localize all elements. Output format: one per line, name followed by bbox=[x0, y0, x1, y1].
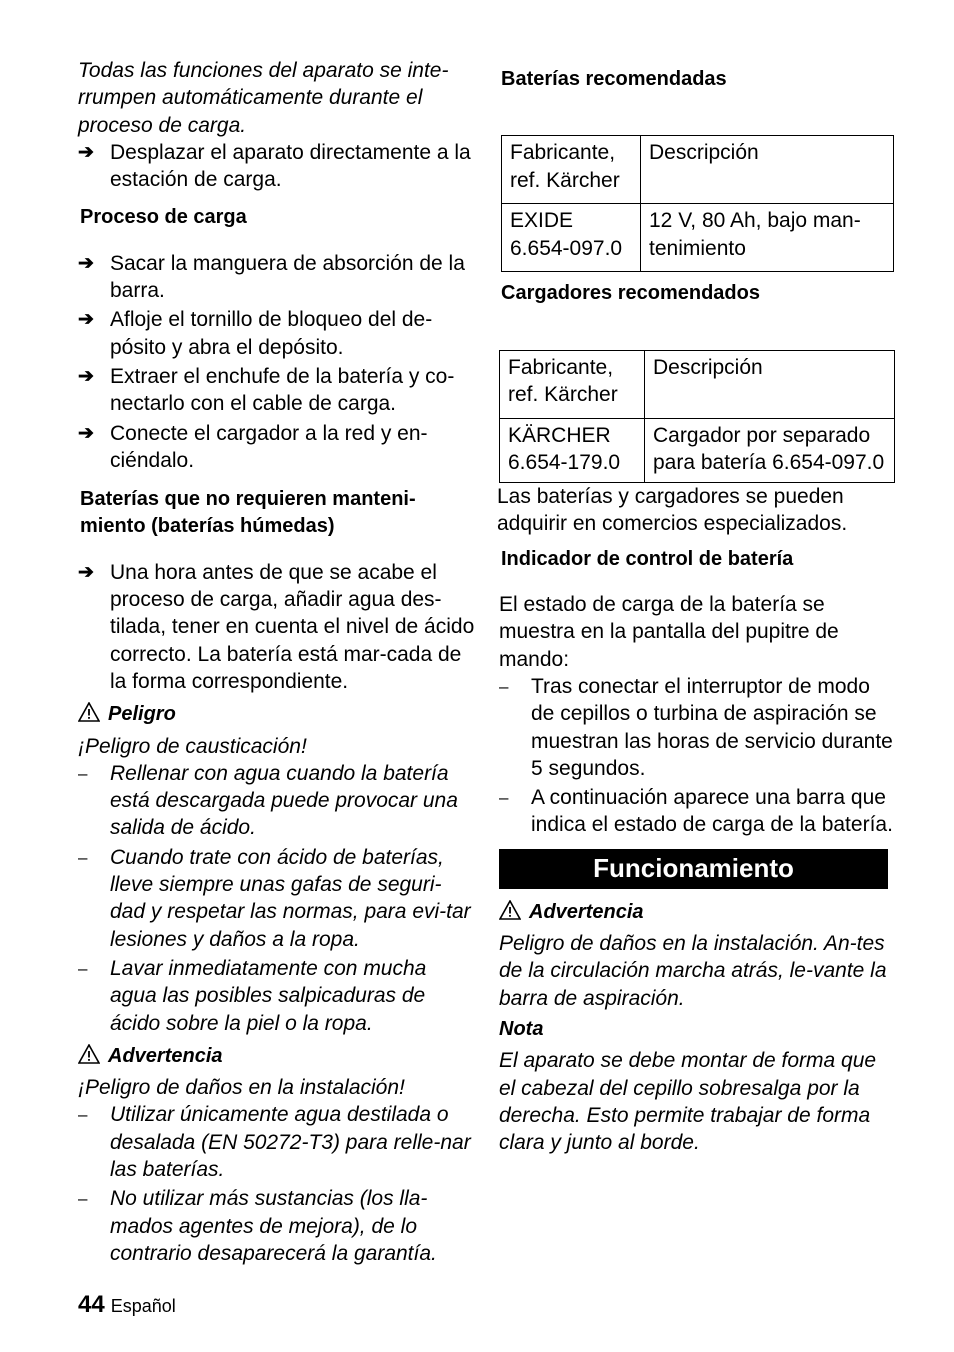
table-header-cell: Fabricante, ref. Kärcher bbox=[502, 136, 641, 204]
section-title-bar: Funcionamiento bbox=[499, 849, 888, 889]
step-text: Desplazar el aparato directamente a la estación de carga. bbox=[110, 140, 471, 192]
carg-rec-heading: Cargadores recomendados bbox=[501, 282, 760, 305]
peligro-subtitle: ¡Peligro de causticación! bbox=[78, 734, 307, 758]
arrow-right-icon: ➔ bbox=[78, 252, 94, 274]
advertencia-title bbox=[78, 1043, 476, 1070]
item-text: Tras conectar el interruptor de modo de cepillos o turbina de aspiración se muestran las horas de servicio durante 5 segundos. bbox=[531, 674, 893, 780]
item-text: A continuación aparece una barra que indica el estado de carga de la batería. bbox=[531, 786, 893, 837]
dash-marker: – bbox=[78, 763, 88, 783]
page-footer bbox=[78, 1291, 176, 1320]
advertencia-item bbox=[78, 1101, 476, 1183]
dash-marker: – bbox=[78, 1189, 88, 1209]
peligro-title bbox=[78, 701, 476, 728]
table-header-cell: Descripción bbox=[641, 136, 894, 204]
item-text: Lavar inmediatamente con mucha agua las posibles salpicaduras de ácido sobre la piel o la ropa. bbox=[110, 956, 427, 1035]
table-row bbox=[502, 136, 894, 204]
advertencia-title bbox=[499, 899, 894, 926]
dash-marker: – bbox=[78, 1105, 88, 1125]
baterias-heading: Baterías que no requieren manteni-miento (baterías húmedas) bbox=[80, 488, 416, 538]
dash-marker: – bbox=[499, 788, 509, 808]
table-cell: 12 V, 80 Ah, bajo man-tenimiento bbox=[641, 204, 894, 272]
advertencia-text: Peligro de daños en la instalación. An-tes de la circulación marcha atrás, le-vante la barra de aspiración. bbox=[499, 932, 887, 1010]
advertencia-title-text: Advertencia bbox=[108, 1044, 223, 1067]
footer-language: Español bbox=[110, 1296, 176, 1316]
table-header-cell: Descripción bbox=[645, 350, 895, 418]
step-move bbox=[78, 139, 476, 194]
table-row bbox=[502, 204, 894, 272]
item-text: Utilizar únicamente agua destilada o desalada (EN 50272-T3) para relle-nar las baterías. bbox=[110, 1103, 471, 1181]
intro-text: Todas las funciones del aparato se inte-rrumpen automáticamente durante el proceso de carga. bbox=[78, 59, 449, 137]
indicador-item bbox=[499, 784, 894, 839]
indicador-heading: Indicador de control de batería bbox=[501, 547, 794, 570]
proceso-step bbox=[78, 420, 476, 475]
advertencia-title-text: Advertencia bbox=[529, 900, 644, 923]
left-column bbox=[78, 57, 476, 1267]
table-header-cell: Fabricante, ref. Kärcher bbox=[500, 350, 645, 418]
arrow-right-icon: ➔ bbox=[78, 561, 94, 583]
step-text: Sacar la manguera de absorción de la barra. bbox=[110, 251, 465, 303]
table-row bbox=[500, 350, 895, 418]
advertencia-item bbox=[78, 1185, 476, 1267]
dash-marker: – bbox=[499, 676, 509, 696]
item-text: Rellenar con agua cuando la batería está descargada puede provocar una salida de ácido. bbox=[110, 761, 458, 840]
arrow-right-icon: ➔ bbox=[78, 141, 94, 163]
proceso-step bbox=[78, 250, 476, 305]
peligro-title-text: Peligro bbox=[108, 703, 176, 726]
shops-note: Las baterías y cargadores se pueden adquirir en comercios especializados. bbox=[497, 485, 848, 536]
step-text: Afloje el tornillo de bloqueo del de-pósito y abra el depósito. bbox=[110, 308, 433, 359]
nota-title: Nota bbox=[499, 1017, 544, 1040]
peligro-item bbox=[78, 955, 476, 1037]
indicador-item bbox=[499, 673, 894, 782]
warning-triangle-icon bbox=[499, 900, 521, 920]
indicador-text: El estado de carga de la batería se muestra en la pantalla del pupitre de mando: bbox=[499, 593, 839, 671]
table-cell: KÄRCHER 6.654-179.0 bbox=[500, 418, 645, 483]
peligro-item bbox=[78, 844, 476, 953]
warning-triangle-icon bbox=[78, 1044, 100, 1064]
right-column bbox=[499, 66, 894, 1156]
proceso-step bbox=[78, 306, 476, 361]
page-number: 44 bbox=[78, 1291, 105, 1318]
table-cell: Cargador por separado para batería 6.654-097.0 bbox=[645, 418, 895, 483]
step-text: Una hora antes de que se acabe el proceso de carga, añadir agua des-tilada, tener en cuenta el nivel de ácido correcto. La batería está mar-cada de la forma correspondiente. bbox=[110, 560, 475, 693]
step-text: Conecte el cargador a la red y en-ciéndalo. bbox=[110, 421, 428, 472]
proceso-step bbox=[78, 363, 476, 418]
dash-marker: – bbox=[78, 958, 88, 978]
proceso-heading: Proceso de carga bbox=[80, 206, 247, 229]
baterias-table bbox=[501, 135, 894, 272]
step-text: Extraer el enchufe de la batería y co-nectarlo con el cable de carga. bbox=[110, 364, 455, 416]
table-cell: EXIDE 6.654-097.0 bbox=[502, 204, 641, 272]
cargadores-table bbox=[499, 350, 895, 484]
peligro-item bbox=[78, 760, 476, 842]
warning-triangle-icon bbox=[78, 702, 100, 722]
arrow-right-icon: ➔ bbox=[78, 309, 94, 331]
item-text: No utilizar más sustancias (los lla-mados agentes de mejora), de lo contrario desaparecerá la garantía. bbox=[110, 1187, 437, 1265]
item-text: Cuando trate con ácido de baterías, lleve siempre unas gafas de seguri-dad y respetar las normas, para evi-tar lesiones y daños a la ropa. bbox=[110, 845, 471, 951]
arrow-right-icon: ➔ bbox=[78, 422, 94, 444]
advertencia-subtitle: ¡Peligro de daños en la instalación! bbox=[78, 1076, 405, 1100]
baterias-step bbox=[78, 559, 476, 695]
bat-rec-heading: Baterías recomendadas bbox=[501, 68, 727, 90]
arrow-right-icon: ➔ bbox=[78, 365, 94, 387]
nota-text: El aparato se debe montar de forma que el cabezal del cepillo sobresalga por la derecha. Esto permite trabajar de forma clara y junto al borde. bbox=[499, 1049, 877, 1155]
table-row bbox=[500, 418, 895, 483]
dash-marker: – bbox=[78, 847, 88, 867]
